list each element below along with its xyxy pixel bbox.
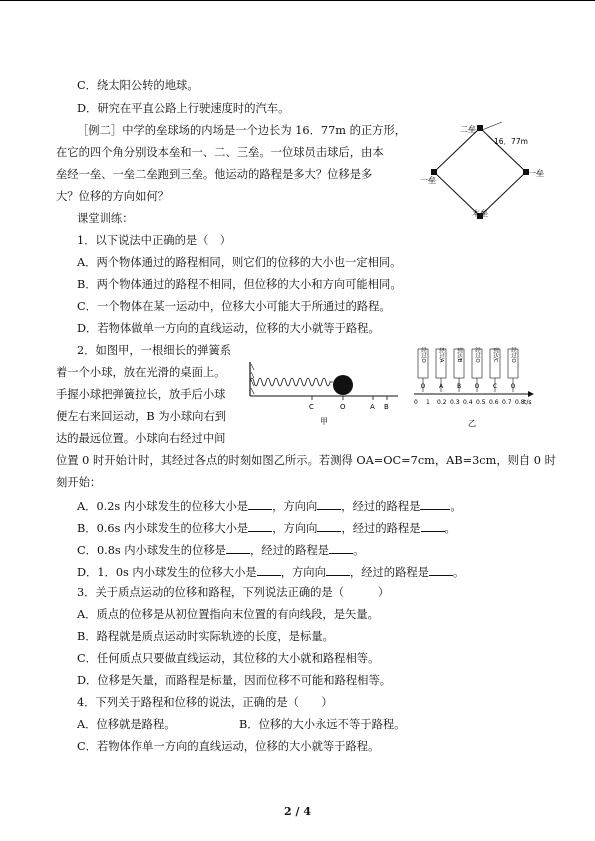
marker-group <box>418 346 428 392</box>
spring-coil <box>250 378 333 386</box>
example-two-line2: 在它的四个角分别设本垒和一、二、三垒。一位球员击球后，由本 <box>56 146 384 159</box>
answer-blank[interactable] <box>329 542 353 554</box>
marker-label: 经过A <box>438 347 444 363</box>
marker-label: 经过O <box>510 347 516 363</box>
second-base-marker <box>477 125 483 131</box>
q2-line4: 便左右来回运动，B 为小球向右到 <box>56 410 227 423</box>
ball <box>333 375 353 395</box>
axis-arrow <box>528 391 534 397</box>
marker-point: O <box>420 383 426 390</box>
spring-ball-figure <box>240 358 402 428</box>
axis-number: 0.4 <box>463 399 473 406</box>
page-number: 2 / 4 <box>284 805 311 818</box>
q4-option-c: C．若物体作单一方向的直线运动，位移的大小就等于路程。 <box>77 740 380 753</box>
q2-part-c: C．0.8s 内小球发生的位移是 ，经过的路程是 。 <box>77 544 365 557</box>
figure-jia-label: 甲 <box>320 417 328 426</box>
tick-label-b: B <box>384 403 389 411</box>
q2-line7: 刻开始： <box>56 476 102 489</box>
axis-number: 0.3 <box>450 399 460 406</box>
baseball-diamond-figure <box>420 118 544 220</box>
axis-number: 0.5 <box>476 399 486 406</box>
answer-blank[interactable] <box>257 564 281 576</box>
q4-option-b: B．位移的大小永远不等于路程。 <box>239 718 406 731</box>
wall-hatching <box>251 364 254 394</box>
axis-number: 0.6 <box>489 399 499 406</box>
marker-group <box>472 346 482 392</box>
answer-blank[interactable] <box>317 498 341 510</box>
home-base-label: 本垒 <box>472 209 488 218</box>
marker-group <box>508 346 518 392</box>
dimension-leader <box>482 122 502 130</box>
figure-yi-label: 乙 <box>468 419 476 428</box>
tick-label-c: C <box>309 403 314 411</box>
q2-line2: 着一个小球，放在光滑的桌面上。 <box>56 366 226 379</box>
marker-point: O <box>510 383 516 390</box>
axis-number: 0.2 <box>437 399 447 406</box>
axis-number: 0.8 <box>515 399 525 406</box>
example-two-line3: 垒经一垒、一垒二垒跑到三垒。他运动的路程是多大？位移是多 <box>56 168 373 181</box>
answer-blank[interactable] <box>326 564 350 576</box>
answer-blank[interactable] <box>420 498 450 510</box>
marker-point: B <box>456 383 462 390</box>
q2-part-b: B．0.6s 内小球发生的位移大小是 ，方向向 ，经过的路程是 。 <box>77 522 456 535</box>
question-4: 4．下列关于路程和位移的说法，正确的是（ ） <box>77 696 333 709</box>
side-length-label: 16．77m <box>494 137 528 146</box>
marker-group <box>490 346 500 392</box>
marker-label: 经过O <box>420 347 426 363</box>
marker-point: A <box>438 383 444 390</box>
q1-option-b: B．两个物体通过的路程不相同，但位移的大小和方向可能相同。 <box>77 278 402 291</box>
q1-option-a: A．两个物体通过的路程相同，则它们的位移的大小也一定相同。 <box>77 256 402 269</box>
answer-blank[interactable] <box>429 564 453 576</box>
example-two-heading: ［例二］中学的垒球场的内场是一个边长为 16．77m 的正方形， <box>77 124 407 137</box>
practice-heading: 课堂训练： <box>77 212 134 225</box>
option-d-car: D．研究在平直公路上行驶速度时的汽车。 <box>77 102 290 115</box>
axis-number: 0 <box>414 399 418 406</box>
answer-blank[interactable] <box>317 520 341 532</box>
top-rule <box>0 0 595 1</box>
q4-option-a: A．位移就是路程。 <box>77 718 176 731</box>
tick-label-o: O <box>340 403 346 411</box>
marker-group <box>436 346 446 392</box>
option-c-earth: C．绕太阳公转的地球。 <box>77 79 199 92</box>
q3-option-c: C．任何质点只要做直线运动，其位移的大小就和路程相等。 <box>77 652 380 665</box>
first-base-label: 一垒 <box>528 169 544 178</box>
q2-part-a: A．0.2s 内小球发生的位移大小是 ，方向向 ，经过的路程是 。 <box>77 500 462 513</box>
marker-label: 到达B <box>456 347 462 363</box>
q3-option-a: A．质点的位移是从初位置指向末位置的有向线段，是矢量。 <box>77 608 379 621</box>
q2-line6: 位置 0 时开始计时，其经过各点的时刻如图乙所示。若测得 OA=OC=7cm，AB=3cm，则自 0 时 <box>56 454 556 467</box>
second-base-label: 二垒 <box>460 125 476 134</box>
answer-blank[interactable] <box>248 520 272 532</box>
answer-blank[interactable] <box>226 542 250 554</box>
q2-part-d: D．1．0s 内小球发生的位移大小是 ，方向向 ，经过的路程是 。 <box>77 566 465 579</box>
third-base-label: 一垒 <box>420 176 436 185</box>
q1-option-c: C．一个物体在某一运动中，位移大小可能大于所通过的路程。 <box>77 300 391 313</box>
answer-blank[interactable] <box>421 520 445 532</box>
third-base-marker <box>431 169 437 175</box>
q1-option-d: D．若物体做单一方向的直线运动，位移的大小就等于路程。 <box>77 322 380 335</box>
marker-label: 经过O <box>474 347 480 363</box>
q3-option-d: D．位移是矢量，而路程是标量，因而位移不可能和路程相等。 <box>77 674 392 687</box>
tick-label-a: A <box>370 403 375 411</box>
q3-option-b: B．路程就是质点运动时实际轨迹的长度，是标量。 <box>77 630 334 643</box>
marker-group <box>454 346 464 392</box>
marker-point: C <box>492 383 498 390</box>
q2-line3: 手握小球把弹簧拉长，放手后小球 <box>56 388 226 401</box>
time-axis-figure <box>410 346 540 430</box>
question-2: 2．如图甲，一根细长的弹簧系 <box>77 344 232 357</box>
axis-number: 1 <box>426 399 430 406</box>
marker-point: O <box>474 383 480 390</box>
question-1: 1．以下说法中正确的是（ ） <box>77 234 232 247</box>
marker-label: 到达C <box>492 347 498 363</box>
axis-number: 0.7 <box>502 399 512 406</box>
example-two-line4: 大？位移的方向如何？ <box>56 190 169 203</box>
answer-blank[interactable] <box>248 498 272 510</box>
q2-line5: 达的最远位置。小球向右经过中间 <box>56 432 226 445</box>
axis-unit: t/s <box>524 399 532 406</box>
question-3: 3．关于质点运动的位移和路程，下列说法正确的是（ ） <box>77 586 390 599</box>
